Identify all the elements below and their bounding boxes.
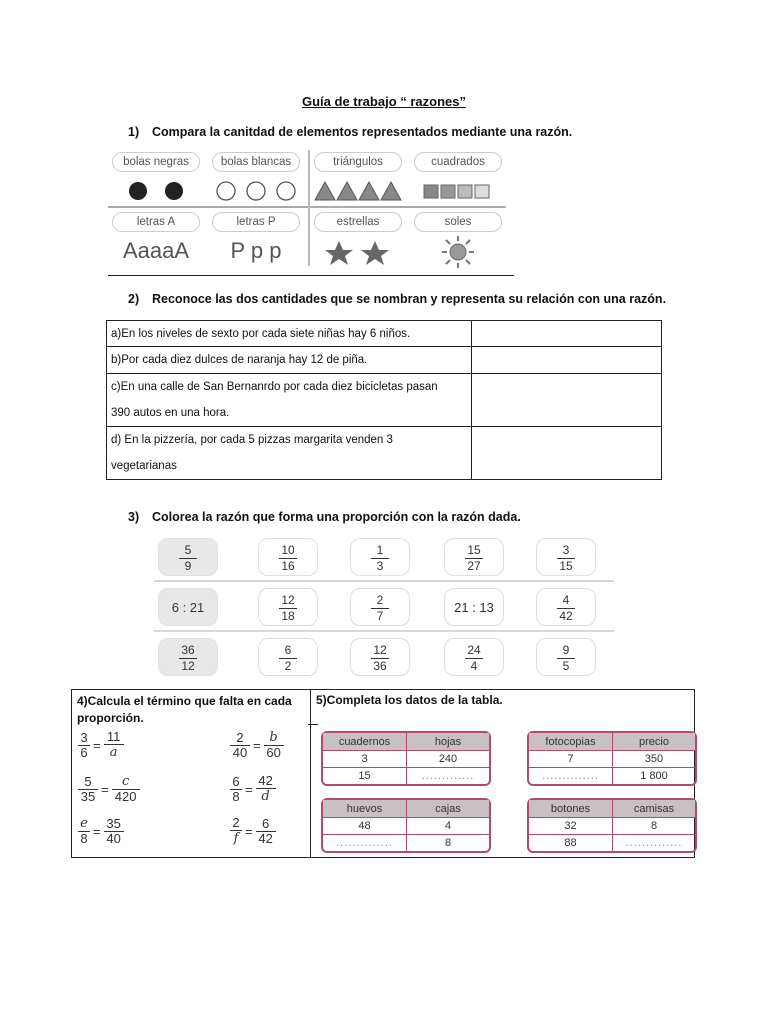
numerator: 42 <box>258 773 273 788</box>
letters-p-cell <box>208 208 304 266</box>
table-cell[interactable]: .............. <box>529 767 612 784</box>
question-3-number: 3) <box>128 510 140 524</box>
fraction <box>104 817 124 846</box>
table-cell: 48 <box>323 817 406 834</box>
denominator: 4 <box>470 659 478 673</box>
fraction <box>259 594 317 623</box>
column-header: botones <box>529 800 612 817</box>
table-cell: 1 800 <box>612 767 695 784</box>
column-header: camisas <box>612 800 695 817</box>
ratio-option[interactable] <box>536 588 596 626</box>
ratio-option[interactable] <box>258 588 318 626</box>
fraction <box>230 775 242 804</box>
table-cell: 8 <box>406 834 489 851</box>
data-table <box>321 798 491 853</box>
numerator: 10 <box>281 543 295 557</box>
question-1 <box>128 125 572 139</box>
statement-c <box>107 374 472 427</box>
answer-cell-d[interactable] <box>472 427 662 480</box>
statement-text: 390 autos en una hora. <box>111 407 230 419</box>
ratio-text: 21 : 13 <box>454 600 494 615</box>
fraction <box>230 731 250 760</box>
table-row <box>323 800 489 817</box>
questions-4-5-box <box>71 689 695 858</box>
answer-cell-b[interactable] <box>472 347 662 374</box>
table-row <box>323 817 489 834</box>
data-table <box>321 731 491 786</box>
proportion-equation <box>78 730 124 760</box>
table-row <box>323 733 489 750</box>
table-row <box>323 750 489 767</box>
proportion-equation <box>230 774 276 804</box>
stars-icon <box>310 240 406 264</box>
sun-icon <box>410 240 506 264</box>
fraction <box>351 644 409 673</box>
ratio-option[interactable] <box>258 538 318 576</box>
question-1-number: 1) <box>128 125 140 139</box>
table-row <box>529 750 695 767</box>
table-row <box>529 834 695 851</box>
worksheet-title: Guía de trabajo “ razones” <box>302 94 466 109</box>
numerator: 24 <box>467 643 481 657</box>
data-table <box>527 798 697 853</box>
fraction <box>537 644 595 673</box>
fraction <box>445 544 503 573</box>
fraction <box>256 817 276 846</box>
fraction <box>78 731 90 760</box>
table-row <box>529 733 695 750</box>
label-triangles: triángulos <box>314 152 402 172</box>
statement-a <box>107 321 472 347</box>
letters-a-cell <box>108 208 204 266</box>
proportion-equation <box>230 816 276 846</box>
triangles-icon <box>310 180 406 204</box>
statement-text: b)Por cada diez dulces de naranja hay 12 de piña. <box>111 354 368 366</box>
fraction <box>351 544 409 573</box>
statement-text: vegetarianas <box>111 460 177 472</box>
ratio-table <box>106 320 662 480</box>
question-4-text: 4)Calcula el término que falta en cada proporción. <box>77 694 292 725</box>
grid-divider <box>154 630 614 632</box>
equals-sign: = <box>253 737 261 753</box>
box-divider <box>310 690 311 857</box>
table-row <box>107 374 662 427</box>
numerator: e <box>80 816 88 831</box>
suns-cell <box>410 208 506 266</box>
denominator: 420 <box>114 789 137 804</box>
numerator: 5 <box>184 543 192 557</box>
numerator: 6 <box>284 643 292 657</box>
answer-cell-a[interactable] <box>472 321 662 347</box>
denominator: 40 <box>106 830 121 846</box>
table-row <box>529 800 695 817</box>
label-letters-a: letras A <box>112 212 200 232</box>
proportion-equation <box>78 774 140 804</box>
letters-p-glyphs: P p p <box>230 238 282 263</box>
proportion-equation <box>230 730 284 760</box>
fraction <box>104 730 124 760</box>
denominator: 42 <box>559 609 573 623</box>
question-1-text: Compara la canitdad de elementos representados mediante una razón. <box>152 125 573 139</box>
statement-text: c)En una calle de San Bernanrdo por cada diez bicicletas pasan <box>111 381 438 393</box>
denominator: 6 <box>80 744 88 760</box>
column-header: cuadernos <box>323 733 406 750</box>
fraction <box>259 544 317 573</box>
table-cell: 4 <box>406 817 489 834</box>
letters-a-glyphs: AaaaA <box>122 238 190 263</box>
column-header: precio <box>612 733 695 750</box>
denominator: 40 <box>232 744 248 760</box>
denominator: 60 <box>266 745 281 760</box>
ratio-option[interactable] <box>158 588 218 626</box>
fraction <box>112 774 140 804</box>
triangles-cell <box>310 148 406 206</box>
table-cell: 8 <box>612 817 695 834</box>
numerator: 35 <box>106 815 121 831</box>
white-balls-cell <box>208 148 304 206</box>
numerator: 9 <box>562 643 570 657</box>
equals-sign: = <box>245 823 253 839</box>
numerator: 5 <box>84 773 92 789</box>
label-white-balls: bolas blancas <box>212 152 300 172</box>
comparison-picture <box>108 148 514 276</box>
denominator: 5 <box>562 659 570 673</box>
statement-text: a)En los niveles de sexto por cada siete niñas hay 6 niños. <box>111 327 411 340</box>
table-cell[interactable]: .............. <box>612 834 695 851</box>
table-cell: 88 <box>529 834 612 851</box>
fraction <box>78 775 98 804</box>
denominator: d <box>261 789 270 804</box>
black-balls-cell <box>108 148 204 206</box>
table-cell: 7 <box>529 750 612 767</box>
numerator: b <box>269 730 278 745</box>
white-balls-icon <box>208 180 304 204</box>
question-2-text: Reconoce las dos cantidades que se nombran y representa su relación con una razón. <box>152 292 667 306</box>
denominator: 15 <box>559 559 573 573</box>
table-row <box>107 321 662 347</box>
numerator: c <box>121 774 130 789</box>
fraction <box>159 644 217 673</box>
numerator: 11 <box>106 729 121 744</box>
stars-cell <box>310 208 406 266</box>
table-cell: 15 <box>323 767 406 784</box>
numerator: 15 <box>467 543 481 557</box>
fraction <box>351 594 409 623</box>
numerator: 12 <box>281 593 295 607</box>
grid-divider <box>154 580 614 582</box>
denominator: 42 <box>258 830 273 846</box>
question-3-text: Colorea la razón que forma una proporción con la razón dada. <box>152 510 521 524</box>
denominator: 12 <box>181 659 195 673</box>
denominator: f <box>233 831 239 846</box>
table-row <box>529 817 695 834</box>
question-5-text: 5)Completa los datos de la tabla. <box>316 693 503 707</box>
denominator: 16 <box>281 559 295 573</box>
table-row <box>323 834 489 851</box>
denominator: 18 <box>281 609 295 623</box>
label-letters-p: letras P <box>212 212 300 232</box>
fraction <box>537 594 595 623</box>
ratio-option[interactable] <box>350 538 410 576</box>
numerator: 36 <box>181 643 195 657</box>
statement-d <box>107 427 472 480</box>
label-black-balls: bolas negras <box>112 152 200 172</box>
numerator: 4 <box>562 593 570 607</box>
table-cell: 240 <box>406 750 489 767</box>
numerator: 2 <box>376 593 384 607</box>
denominator: 35 <box>80 788 96 804</box>
fraction <box>445 644 503 673</box>
statement-b <box>107 347 472 374</box>
table-row <box>323 767 489 784</box>
ratio-option[interactable] <box>444 538 504 576</box>
table-cell: 350 <box>612 750 695 767</box>
column-header: hojas <box>406 733 489 750</box>
ratio-option[interactable] <box>444 588 504 626</box>
label-stars: estrellas <box>314 212 402 232</box>
equals-sign: = <box>93 823 101 839</box>
numerator: 12 <box>373 643 387 657</box>
fraction <box>159 544 217 573</box>
numerator: 6 <box>261 815 270 831</box>
ratio-option[interactable] <box>350 588 410 626</box>
fraction <box>230 816 242 846</box>
table-row <box>529 767 695 784</box>
label-suns: soles <box>414 212 502 232</box>
denominator: 3 <box>376 559 384 573</box>
equals-sign: = <box>93 737 101 753</box>
equals-sign: = <box>101 781 109 797</box>
fraction <box>264 730 284 760</box>
data-table <box>527 731 697 786</box>
fraction <box>256 774 276 804</box>
table-cell: 3 <box>323 750 406 767</box>
fraction <box>259 644 317 673</box>
denominator: 8 <box>80 831 88 846</box>
label-squares: cuadrados <box>414 152 502 172</box>
question-3 <box>128 510 521 524</box>
denominator: a <box>109 745 118 760</box>
table-cell: 32 <box>529 817 612 834</box>
question-2 <box>128 292 666 306</box>
question-2-number: 2) <box>128 292 140 306</box>
ratio-grid <box>154 534 614 674</box>
fraction <box>537 544 595 573</box>
ratio-option[interactable] <box>536 638 596 676</box>
column-header: fotocopias <box>529 733 612 750</box>
ratio-option[interactable] <box>158 538 218 576</box>
box-tick <box>308 724 318 725</box>
numerator: 2 <box>232 815 240 830</box>
black-balls-icon <box>108 180 204 204</box>
numerator: 1 <box>376 543 384 557</box>
column-header: cajas <box>406 800 489 817</box>
ratio-option[interactable] <box>158 638 218 676</box>
numerator: 3 <box>562 543 570 557</box>
denominator: 9 <box>184 559 192 573</box>
ratio-option[interactable] <box>444 638 504 676</box>
answer-cell-c[interactable] <box>472 374 662 427</box>
denominator: 2 <box>284 659 292 673</box>
squares-icon <box>410 180 506 204</box>
fraction <box>78 816 90 846</box>
statement-text: d) En la pizzería, por cada 5 pizzas margarita venden 3 <box>111 434 393 446</box>
denominator: 8 <box>232 788 240 804</box>
denominator: 36 <box>373 659 387 673</box>
denominator: 27 <box>467 559 481 573</box>
proportion-equation <box>78 816 124 846</box>
table-row <box>107 427 662 480</box>
denominator: 7 <box>376 609 384 623</box>
table-cell[interactable]: .............. <box>323 834 406 851</box>
squares-cell <box>410 148 506 206</box>
column-header: huevos <box>323 800 406 817</box>
table-row <box>107 347 662 374</box>
numerator: 3 <box>80 729 88 745</box>
table-cell[interactable]: ............. <box>406 767 489 784</box>
ratio-option[interactable] <box>536 538 596 576</box>
numerator: 2 <box>236 729 244 745</box>
ratio-text: 6 : 21 <box>171 600 205 615</box>
equals-sign: = <box>245 781 253 797</box>
ratio-option[interactable] <box>350 638 410 676</box>
numerator: 6 <box>232 773 240 789</box>
ratio-option[interactable] <box>258 638 318 676</box>
